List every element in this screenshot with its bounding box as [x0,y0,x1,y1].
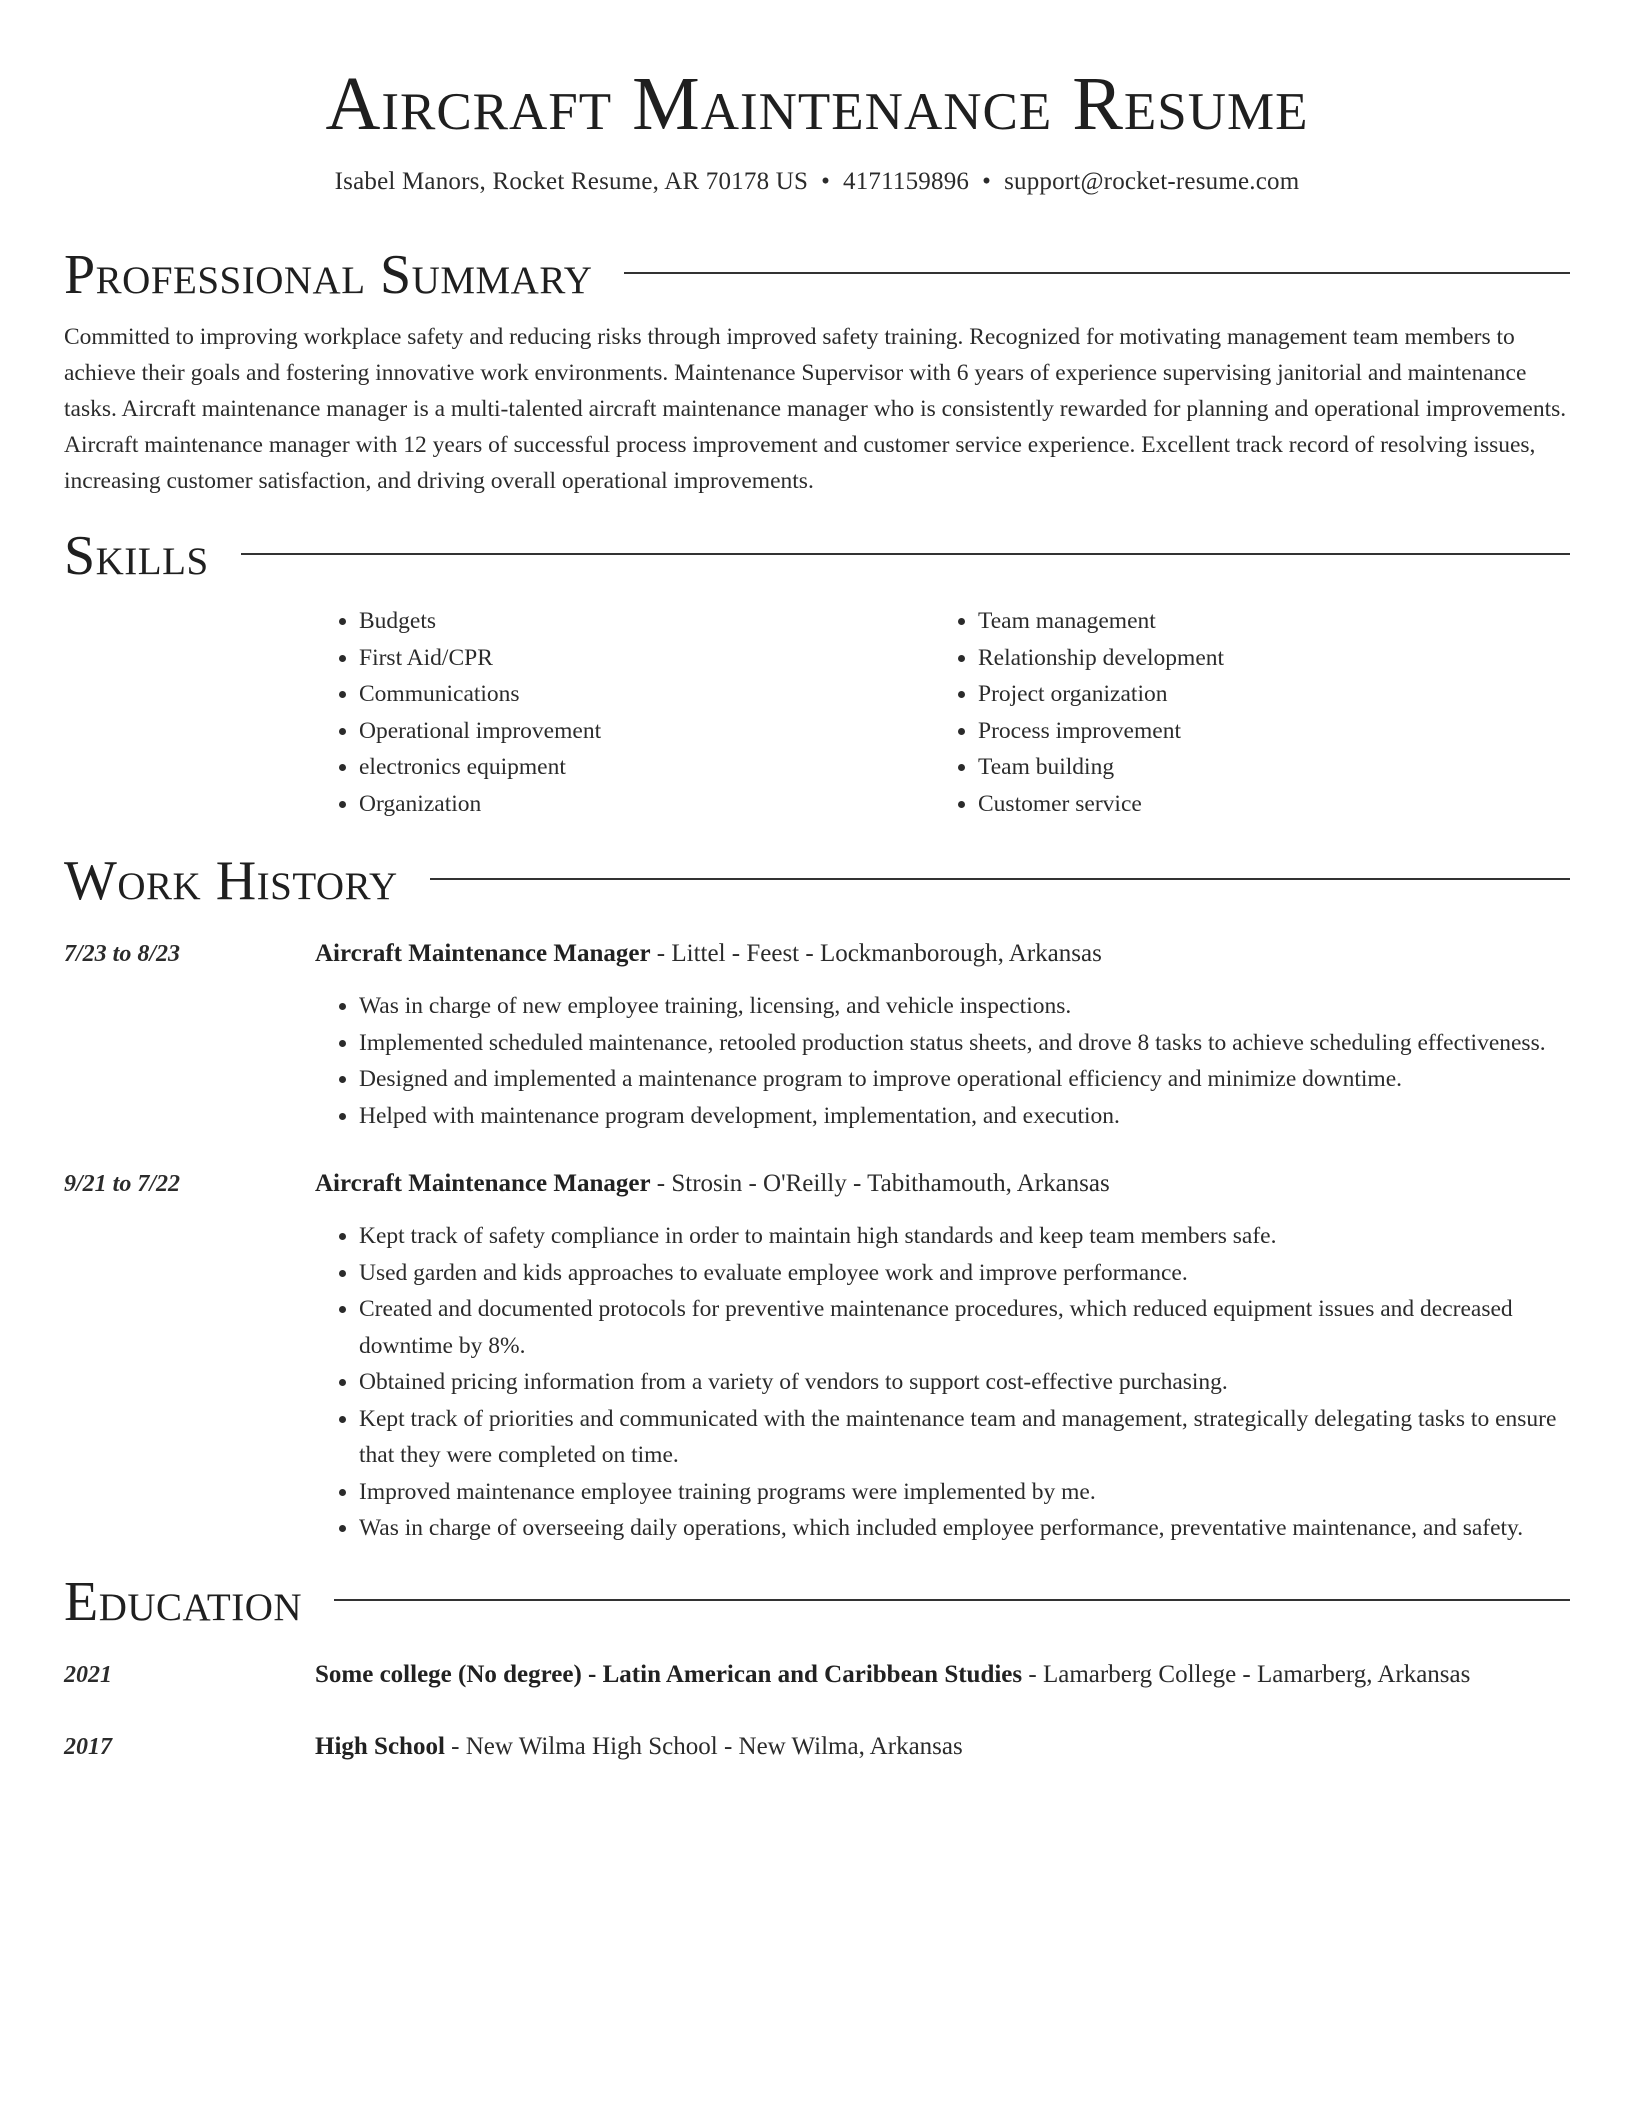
skill-item: • Customer service [978,786,1224,823]
skill-item: • Operational improvement [359,713,934,750]
contact-line [64,166,1570,198]
resume-page [64,0,1570,1765]
education-year: 2021 [64,1661,112,1688]
job-bullet: • Designed and implemented a maintenance program to improve operational efficiency and minimize downtime. [359,1061,1570,1098]
job-title: Aircraft Maintenance Manager [315,1170,651,1197]
job-bullet: • Was in charge of new employee training, licensing, and vehicle inspections. [359,988,1570,1025]
job-bullet: • Created and documented protocols for preventive maintenance procedures, which reduced equipment issues and decreased downtime by 8%. [359,1291,1570,1364]
job-bullet: • Implemented scheduled maintenance, retooled production status sheets, and drove 8 tasks to achieve scheduling effectiveness. [359,1025,1570,1062]
section-divider [241,553,1570,555]
job-employer: - Littel - Feest - Lockmanborough, Arkansas [650,940,1102,967]
skills-section-header [64,525,1570,587]
job-bullets [315,1218,1570,1547]
job-bullet: • Obtained pricing information from a variety of vendors to support cost-effective purchasing. [359,1364,1570,1401]
job-bullet: • Used garden and kids approaches to evaluate employee work and improve performance. [359,1255,1570,1292]
skill-item: • Team management [978,603,1224,640]
education-entry [64,1657,1570,1693]
education-degree: Some college (No degree) - Latin American and Caribbean Studies [315,1660,1023,1688]
job-entry [64,1166,1570,1547]
skills-list [315,603,1570,822]
resume-title: Aircraft Maintenance Resume [325,62,1309,146]
job-title: Aircraft Maintenance Manager [315,940,651,967]
skill-item: • Process improvement [978,713,1224,750]
skills-heading: Skills [64,525,209,587]
education-year: 2017 [64,1733,112,1760]
education-degree: High School [315,1732,445,1760]
job-content [315,936,1570,1134]
job-headline [315,1166,1570,1202]
job-headline [315,936,1570,972]
skill-item: • Organization [359,786,934,823]
summary-section-header [64,244,1570,306]
skills-column-2 [934,603,1224,822]
job-bullet: • Kept track of priorities and communicated with the maintenance team and management, strategically delegating tasks to ensure that they were completed on time. [359,1401,1570,1474]
summary-heading: Professional Summary [64,244,593,306]
contact-separator: • [982,168,992,195]
skill-item: • electronics equipment [359,749,934,786]
section-divider [624,272,1570,274]
section-divider [334,1599,1570,1601]
education-content [315,1657,1570,1693]
job-dates: 7/23 to 8/23 [64,941,181,967]
skill-item: • First Aid/CPR [359,640,934,677]
contact-phone: 4171159896 [843,168,970,195]
job-employer: - Strosin - O'Reilly - Tabithamouth, Arkansas [650,1170,1110,1197]
job-bullet: • Improved maintenance employee training programs were implemented by me. [359,1474,1570,1511]
section-divider [430,878,1570,880]
job-content [315,1166,1570,1547]
contact-email: support@rocket-resume.com [1004,168,1300,195]
job-bullet: • Kept track of safety compliance in order to maintain high standards and keep team members safe. [359,1218,1570,1255]
contact-separator: • [821,168,831,195]
skill-item: • Relationship development [978,640,1224,677]
summary-text: Committed to improving workplace safety and reducing risks through improved safety training. Recognized for motivating management team members to achieve their goals and fostering innovative work environments. Maintenance Supervisor with 6 years of experience supervising janitorial and maintenance tasks. Aircraft maintenance manager is a multi-talented aircraft maintenance manager who is consistently rewarded for planning and operational improvements. Aircraft maintenance manager with 12 years of successful process improvement and customer service experience. Excellent track record of resolving issues, increasing customer satisfaction, and driving overall operational improvements. [64,324,1567,494]
education-section-header [64,1571,1570,1633]
work-section-header [64,850,1570,912]
education-entry [64,1729,1570,1765]
education-heading: Education [64,1570,303,1633]
job-bullet: • Was in charge of overseeing daily operations, which included employee performance, preventative maintenance, and safety. [359,1510,1570,1547]
education-content [315,1729,1570,1765]
skill-item: • Team building [978,749,1224,786]
skills-column-1 [315,603,934,822]
education-headline [315,1657,1570,1693]
job-entry [64,936,1570,1134]
education-headline [315,1729,1570,1765]
education-school: - Lamarberg College - Lamarberg, Arkansas [1022,1660,1471,1688]
education-school: - New Wilma High School - New Wilma, Arkansas [444,1732,963,1760]
job-dates: 9/21 to 7/22 [64,1171,181,1197]
skill-item: • Project organization [978,676,1224,713]
job-bullets [315,988,1570,1134]
work-heading: Work History [64,850,398,912]
skill-item: • Communications [359,676,934,713]
skill-item: • Budgets [359,603,934,640]
job-bullet: • Helped with maintenance program development, implementation, and execution. [359,1098,1570,1135]
contact-address: Isabel Manors, Rocket Resume, AR 70178 US [334,168,809,195]
